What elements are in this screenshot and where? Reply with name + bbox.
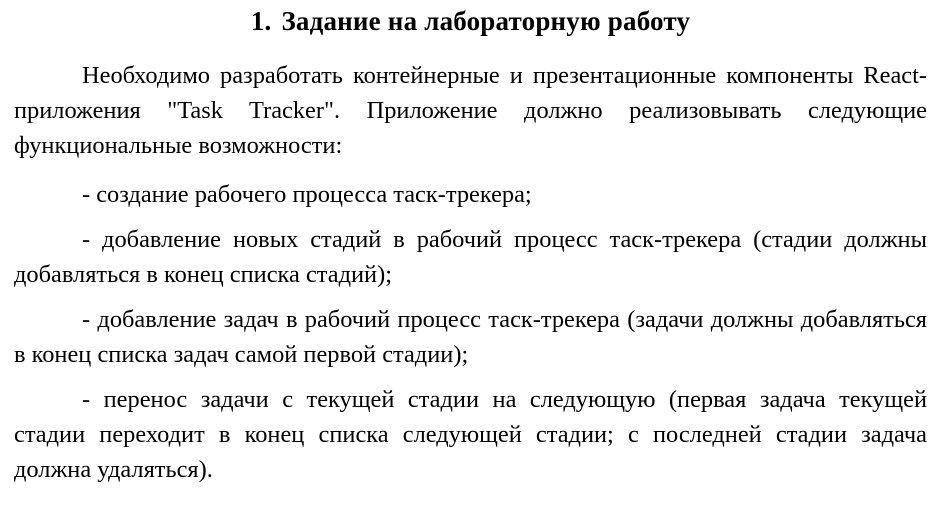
requirement-item: - создание рабочего процесса таск-трекера;: [82, 181, 532, 208]
requirement-item: - добавление новых стадий в рабочий процесс таск-трекера (стадии должны добавляться в конец списка стадий);: [14, 226, 927, 288]
section-heading: [14, 0, 927, 44]
requirement-item: - перенос задачи с текущей стадии на следующую (первая задача текущей стадии переходит в конец списка следующей стадии; с последней стадии задача должна удаляться).: [14, 386, 927, 483]
section-number: 1.: [250, 6, 272, 36]
intro-paragraph: Необходимо разработать контейнерные и презентационные компоненты React-приложения "Task Tracker". Приложение должно реализовывать следующие функциональные возможности:: [14, 62, 927, 159]
requirement-item: - добавление задач в рабочий процесс таск-трекера (задачи должны добавляться в конец списка задач самой первой стадии);: [14, 306, 927, 368]
section-title: Задание на лабораторную работу: [281, 6, 691, 36]
